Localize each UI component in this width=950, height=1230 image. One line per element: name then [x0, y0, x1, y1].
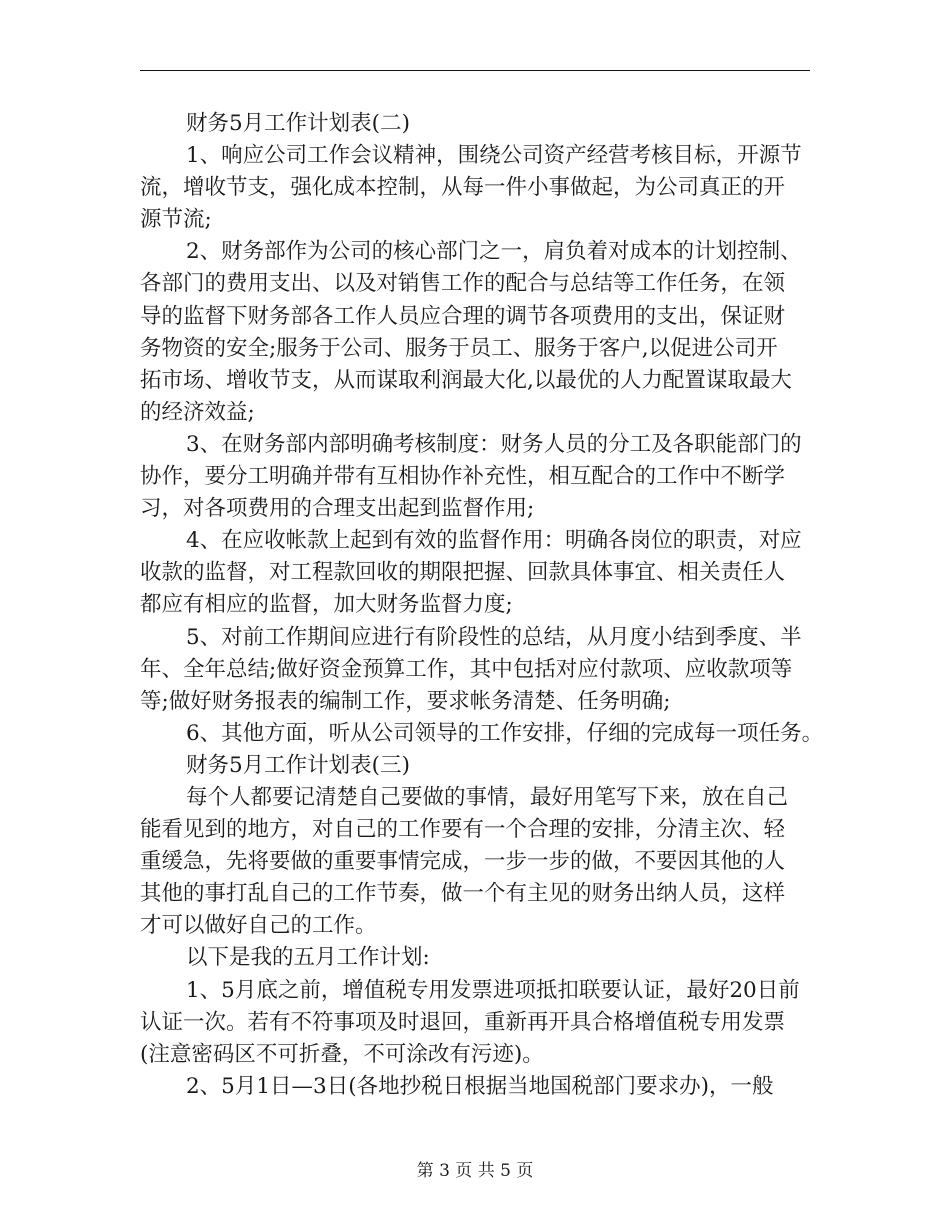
paragraph [140, 236, 810, 429]
text-line: 财务5月工作计划表(三) [186, 752, 410, 778]
paragraph [140, 1071, 810, 1103]
text-line: 各部门的费用支出、以及对销售工作的配合与总结等工作任务，在领 [140, 271, 786, 297]
text-line: 认证一次。若有不符事项及时退回，重新再开具合格增值税专用发票 [140, 1009, 786, 1035]
text-line: 年、全年总结;做好资金预算工作，其中包括对应付款项、应收款项等 [140, 656, 793, 682]
text-line: 源节流; [140, 207, 212, 233]
text-line: 6、其他方面，听从公司领导的工作安排，仔细的完成每一项任务。 [186, 720, 824, 746]
text-line: 习，对各项费用的合理支出起到监督作用; [140, 496, 535, 522]
text-line: 1、响应公司工作会议精神，围绕公司资产经营考核目标，开源节 [186, 143, 802, 169]
text-line: 以下是我的五月工作计划: [186, 945, 430, 971]
document-body [140, 108, 824, 1103]
paragraph [140, 750, 810, 782]
paragraph [140, 429, 810, 525]
paragraph [140, 942, 810, 974]
paragraph [140, 525, 810, 621]
text-line: 其他的事打乱自己的工作节奏，做一个有主见的财务出纳人员，这样 [140, 881, 786, 907]
text-line: 等;做好财务报表的编制工作，要求帐务清楚、任务明确; [140, 688, 671, 714]
text-line: 3、在财务部内部明确考核制度：财务人员的分工及各职能部门的 [186, 431, 802, 457]
paragraph [140, 975, 810, 1071]
text-line: 导的监督下财务部各工作人员应合理的调节各项费用的支出，保证财 [140, 303, 786, 329]
text-line: 的经济效益; [140, 399, 255, 425]
text-line: 重缓急，先将要做的重要事情完成，一步一步的做，不要因其他的人 [140, 849, 786, 875]
page-footer: 第 3 页 共 5 页 [416, 1161, 534, 1181]
text-line: 1、5月底之前，增值税专用发票进项抵扣联要认证，最好20日前 [186, 977, 800, 1003]
text-line: 2、财务部作为公司的核心部门之一，肩负着对成本的计划控制、 [186, 239, 802, 265]
text-line: 务物资的安全;服务于公司、服务于员工、服务于客户,以促进公司开 [140, 335, 778, 361]
text-line: 能看见到的地方，对自己的工作要有一个合理的安排，分清主次、轻 [140, 817, 786, 843]
text-line: 4、在应收帐款上起到有效的监督作用：明确各岗位的职责，对应 [186, 528, 802, 554]
text-line: 5、对前工作期间应进行有阶段性的总结，从月度小结到季度、半 [186, 624, 802, 650]
paragraph [140, 622, 810, 718]
paragraph [140, 108, 810, 140]
paragraph [140, 782, 810, 942]
paragraph [140, 140, 810, 236]
text-line: 财务5月工作计划表(二) [186, 111, 410, 136]
text-line: 拓市场、增收节支，从而谋取利润最大化,以最优的人力配置谋取最大 [140, 367, 792, 393]
text-line: 2、5月1日—3日(各地抄税日根据当地国税部门要求办)，一般 [186, 1073, 774, 1099]
paragraph [140, 718, 824, 750]
text-line: 每个人都要记清楚自己要做的事情，最好用笔写下来，放在自己 [186, 784, 789, 810]
text-line: 协作，要分工明确并带有互相协作补充性，相互配合的工作中不断学 [140, 464, 786, 490]
text-line: 流，增收节支，强化成本控制，从每一件小事做起，为公司真正的开 [140, 175, 786, 201]
header-rule [140, 70, 810, 71]
text-line: 才可以做好自己的工作。 [140, 913, 377, 939]
text-line: (注意密码区不可折叠，不可涂改有污迹)。 [140, 1041, 544, 1067]
text-line: 收款的监督，对工程款回收的期限把握、回款具体事宜、相关责任人 [140, 560, 786, 586]
text-line: 都应有相应的监督，加大财务监督力度; [140, 592, 513, 618]
